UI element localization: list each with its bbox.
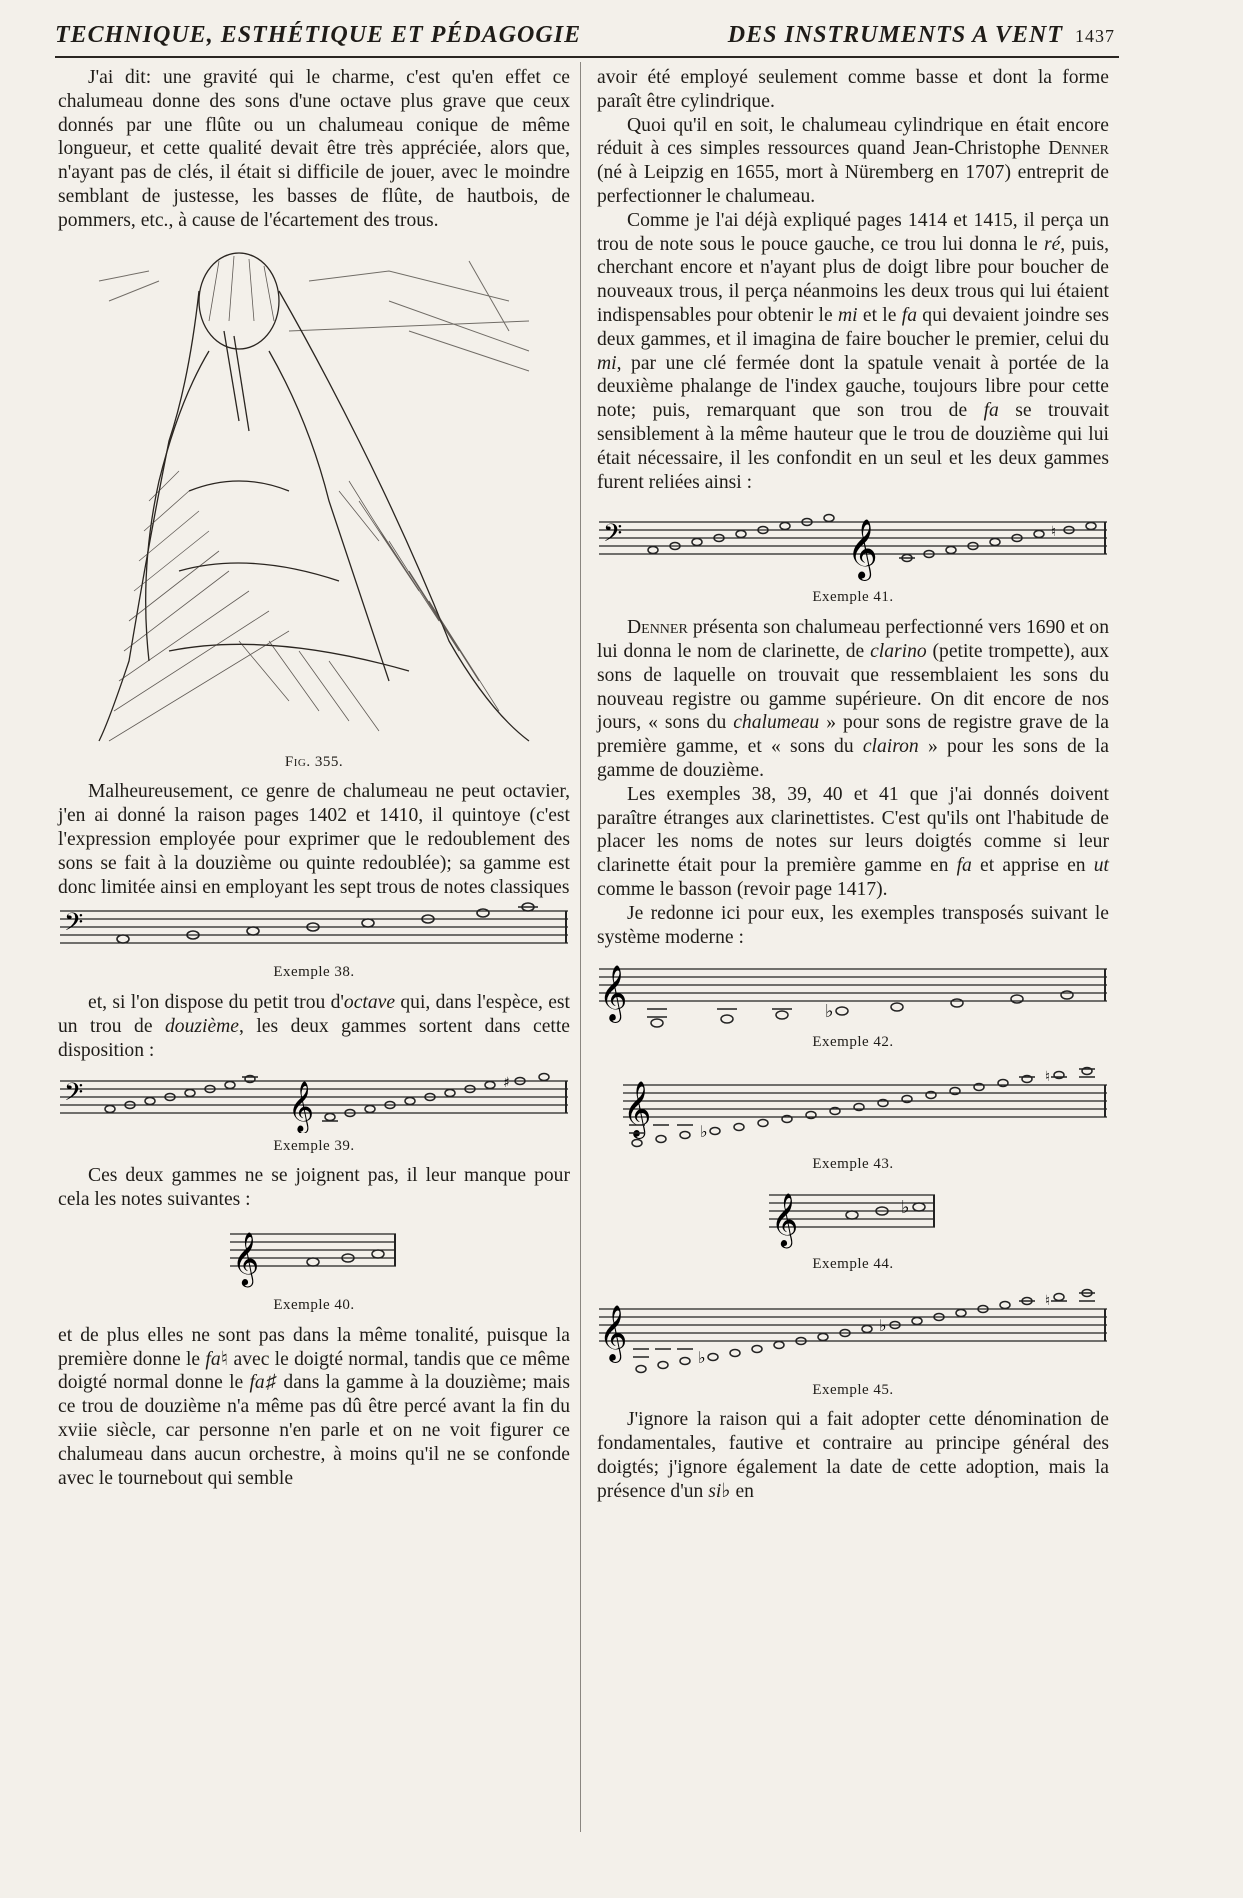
right-paragraph-5	[597, 783, 1109, 902]
music-example-44	[597, 1177, 1109, 1251]
figure-caption-text: Fig. 355.	[284, 753, 344, 770]
rp4-a: Denner	[627, 617, 688, 639]
p3-text-a: et, si l'on dispose du petit trou d'	[88, 992, 344, 1014]
caption-example-38: Exemple 38.	[273, 964, 355, 981]
rp2-text-c: (né à Leipzig en 1655, mort à Nüremberg en 1707) entreprit de perfectionner le chalumeau.	[597, 162, 1109, 207]
svg-text:𝄞: 𝄞	[771, 1191, 799, 1246]
rp3-f: fa	[901, 304, 917, 326]
right-column	[597, 66, 1109, 1504]
svg-text:𝄞: 𝄞	[599, 1304, 628, 1361]
rp3-k: se trouvait sensiblement à la même hauteur que le trou de douzième qui lui était nécessaire, il les confondit en un seul et les deux gammes furent reliées ainsi :	[597, 400, 1110, 493]
svg-text:♮: ♮	[1045, 1292, 1051, 1309]
rp4-b: présenta son chalumeau perfectionné vers 1690 et on lui donna le nom de clarinette, de	[597, 617, 1109, 662]
rp7-b: si♭	[708, 1480, 731, 1502]
caption-example-40: Exemple 40.	[273, 1296, 355, 1313]
rp5-a: Les exemples 38, 39, 40 et 41 que j'ai donnés doivent paraître étranges aux clarinettistes. C'est qu'ils ont l'habitude de placer les noms de notes sur leurs doigtés comme si leur clarinette était pour la première gamme en	[597, 783, 1109, 877]
header-left: TECHNIQUE, ESTHÉTIQUE ET PÉDAGOGIE	[55, 22, 582, 48]
rp7-c: en	[730, 1480, 754, 1502]
right-paragraph-6: Je redonne ici pour eux, les exemples transposés suivant le système moderne :	[597, 902, 1109, 948]
rp4-g: clairon	[862, 736, 919, 758]
svg-text:♭: ♭	[901, 1196, 910, 1218]
svg-text:♭: ♭	[825, 1001, 834, 1023]
rp5-b: fa	[956, 855, 972, 877]
svg-text:𝄢: 𝄢	[603, 519, 623, 555]
column-separator	[580, 62, 581, 1832]
rp3-h: mi	[597, 352, 617, 374]
left-column	[58, 66, 570, 1490]
rp7-a: J'ignore la raison qui a fait adopter cette dénomination de fondamentales, fautive et contraire au principe général des doigtés; j'ignore également la date de cette adoption, mais la présence d'un	[597, 1409, 1109, 1502]
header-rule	[55, 56, 1119, 58]
header-right	[728, 22, 1115, 49]
rp4-d: (petite trompette), aux sons de laquelle on trouvait que ressemblaient les sons du nouveau registre ou gamme supérieure. On dit encore de nos jours, « sons du	[597, 640, 1109, 734]
rp3-e: et le	[857, 304, 902, 326]
rp3-j: fa	[983, 400, 999, 422]
svg-text:♭: ♭	[698, 1347, 706, 1367]
rp4-c: clarino	[870, 640, 927, 662]
music-example-40	[58, 1212, 570, 1292]
caption-example-44: Exemple 44.	[812, 1255, 894, 1272]
rp3-b: ré	[1043, 233, 1061, 255]
rp3-i: , par une clé fermée dont la spatule venait à portée de la deuxième phalange de l'index gauche, toujours libre pour cette note; puis, remarquant que son trou de	[597, 352, 1109, 422]
svg-text:♭: ♭	[879, 1315, 887, 1335]
p5-italic-fa-sharp: fa♯	[249, 1372, 278, 1394]
figure-caption	[58, 751, 570, 775]
rp3-d: mi	[838, 304, 858, 326]
rp2-name-denner: Denner	[1048, 138, 1109, 160]
svg-text:𝄞: 𝄞	[232, 1230, 260, 1285]
left-paragraph-2: Malheureusement, ce genre de chalumeau ne peut octavier, j'en ai donné la raison pages 1402 et 1410, il quintoye (c'est l'expression employée pour exprimer que le redoublement des sons se fait à la douzième ou quinte redoublée); sa gamme est donc limitée ainsi en employant les sept trous de notes classiques	[58, 781, 570, 898]
svg-text:♭: ♭	[700, 1122, 708, 1142]
rp3-g: qui devaient joindre ses deux gammes, et il imagina de faire boucher le premier, celui du	[597, 304, 1110, 350]
left-paragraph-3	[58, 991, 570, 1062]
music-example-39	[58, 1063, 570, 1133]
rp4-h: » pour les sons de la gamme de douzième.	[597, 736, 1109, 781]
right-paragraph-3	[597, 209, 1109, 495]
svg-text:♮: ♮	[1045, 1069, 1051, 1086]
right-paragraph-1: avoir été employé seulement comme basse et dont la forme paraît être cylindrique.	[597, 67, 1109, 112]
running-header	[55, 22, 1115, 52]
music-example-45	[597, 1277, 1109, 1377]
caption-example-41: Exemple 41.	[812, 589, 894, 606]
rp2-text-a: Quoi qu'il en soit, le chalumeau cylindrique en était encore réduit à ces simples ressources quand Jean-Christophe	[597, 114, 1109, 160]
rp4-e: chalumeau	[733, 712, 820, 734]
music-example-43	[597, 1055, 1109, 1151]
svg-text:♮: ♮	[1051, 524, 1057, 541]
p5-italic-fa-natural: fa♮	[205, 1348, 229, 1370]
left-paragraph-5	[58, 1324, 570, 1491]
rp5-d: ut	[1093, 855, 1109, 877]
svg-text:𝄞: 𝄞	[847, 519, 878, 580]
caption-example-43: Exemple 43.	[812, 1156, 894, 1173]
svg-text:𝄢: 𝄢	[64, 908, 84, 944]
svg-text:𝄞: 𝄞	[288, 1080, 315, 1132]
rp3-c: , puis, cherchant encore et n'ayant plus de doigt libre pour boucher de nouveaux trous, il perça néanmoins les deux trous qui lui étaient indispensables pour obtenir le	[597, 233, 1110, 326]
caption-example-39: Exemple 39.	[273, 1137, 355, 1154]
music-example-38	[58, 899, 570, 959]
header-right-title: DES INSTRUMENTS A VENT	[727, 22, 1063, 48]
p5-text-a: et de plus elles ne sont pas dans la même tonalité, puisque la première donne le	[58, 1324, 570, 1370]
rp3-a: Comme je l'ai déjà expliqué pages 1414 et 1415, il perça un trou de note sous le pouce gauche, ce trou lui donna le	[597, 209, 1109, 255]
p3-text-e: , les deux gammes sortent dans cette disposition :	[58, 1015, 570, 1061]
p5-text-c: avec le doigté normal, tandis que ce même doigté normal donne le	[58, 1348, 571, 1394]
left-paragraph-1: J'ai dit: une gravité qui le charme, c'est qu'en effet ce chalumeau donne des sons d'une octave plus grave que ceux donnés par une flûte ou un chalumeau conique de même longueur, et cette qualité devait être très appréciée, alors que, n'ayant pas de clés, il était si difficile de jouer, avec le moindre semblant de justesse, les basses de flûte, de hautbois, de pommers, etc., à cause de l'écartement des trous.	[58, 67, 570, 231]
rp4-f: » pour sons de registre grave de la première gamme, et « sons du	[597, 712, 1109, 758]
caption-example-45: Exemple 45.	[812, 1381, 894, 1398]
right-paragraph-2	[597, 114, 1109, 209]
right-paragraph-4	[597, 616, 1109, 783]
p3-text-c: qui, dans l'espèce, est un trou de	[58, 992, 570, 1037]
p5-text-e: dans la gamme à la douzième; mais ce trou de douzième n'a même pas dû être percé avant la fin du xviie siècle, car personne n'en parle et on ne voit figurer ce chalumeau dans aucun orchestre, à moins qu'il ne se confonde avec le tournebout qui semble	[58, 1372, 571, 1489]
rp5-c: et apprise en	[971, 855, 1094, 877]
svg-text:𝄞: 𝄞	[599, 965, 628, 1022]
svg-text:𝄞: 𝄞	[623, 1081, 652, 1138]
left-paragraph-4: Ces deux gammes ne se joignent pas, il leur manque pour cela les notes suivantes :	[58, 1165, 570, 1211]
svg-text:♯: ♯	[503, 1074, 510, 1091]
figure-355-illustration	[89, 241, 539, 749]
rp5-e: comme le basson (revoir page 1417).	[597, 878, 888, 900]
music-example-41	[597, 494, 1109, 584]
caption-example-42: Exemple 42.	[812, 1034, 894, 1051]
p3-italic-douzieme: douzième	[165, 1015, 240, 1037]
p3-italic-octave: octave	[343, 992, 396, 1014]
svg-text:𝄢: 𝄢	[64, 1077, 84, 1113]
page-number: 1437	[1075, 26, 1115, 46]
right-paragraph-7	[597, 1408, 1109, 1503]
music-example-42	[597, 949, 1109, 1029]
